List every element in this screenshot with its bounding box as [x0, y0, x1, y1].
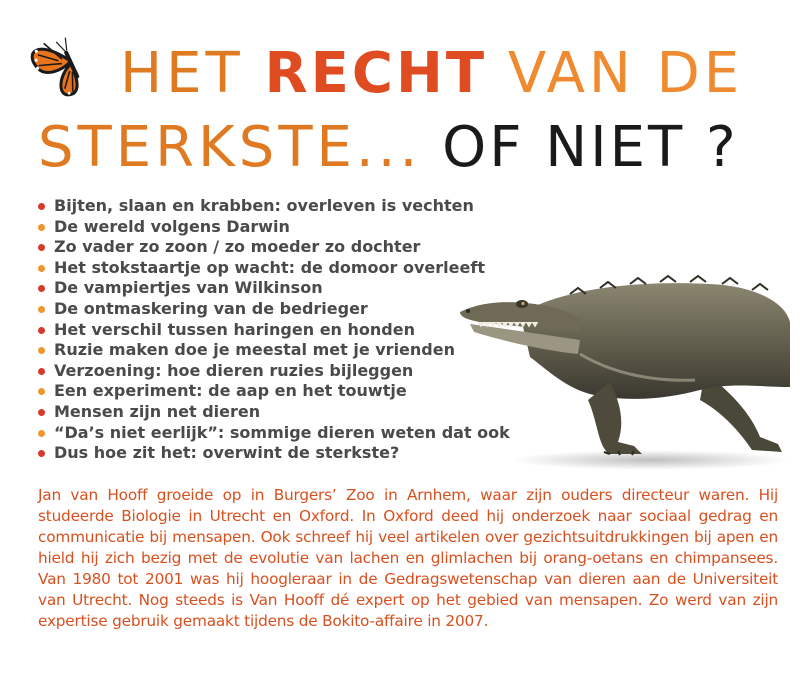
title-question-mark: ? — [706, 115, 739, 180]
alligator-image — [460, 262, 790, 472]
topic-list — [38, 196, 510, 464]
list-item: De ontmaskering van de bedrieger — [38, 299, 510, 320]
title-word-recht: RECHT — [264, 41, 488, 106]
bullet-icon — [38, 306, 45, 313]
bio-paragraph: Jan van Hooff groeide op in Burgers’ Zoo in Arnhem, waar zijn ouders directeur waren. Hij studeerde Biologie in Utrecht en Oxford. In Oxford deed hij onderzoek naar sociaal gedrag en communicatie bij mensapen. Ook schreef hij veel artikelen over gezichtsuitdrukkingen bij apen en hield hij zich bezig met de evolutie van lachen en glimlachen bij orang-oetans en chimpansees. Van 1980 tot 2001 was hij hoogleraar in de Gedragswetenschap van dieren aan de Universiteit van Utrecht. Nog steeds is Van Hooff dé expert op het gebied van mensapen. Zo werd van zijn expertise gebruik gemaakt tijdens de Bokito-affaire in 2007. — [38, 486, 778, 630]
title-line-1 — [120, 41, 744, 106]
bullet-icon — [38, 244, 45, 251]
list-item: “Da’s niet eerlijk”: sommige dieren weten dat ook — [38, 423, 510, 444]
bullet-icon — [38, 224, 45, 231]
title-dots: ... — [355, 115, 422, 180]
title-word-het: HET — [120, 41, 244, 106]
list-item: Het stokstaartje op wacht: de domoor overleeft — [38, 258, 510, 279]
bullet-icon — [38, 265, 45, 272]
title-word-sterkste: STERKSTE — [38, 115, 356, 180]
list-item: Zo vader zo zoon / zo moeder zo dochter — [38, 237, 510, 258]
list-item: Bijten, slaan en krabben: overleven is vechten — [38, 196, 510, 217]
butterfly-icon — [30, 22, 110, 102]
title-word-of-niet: OF NIET — [442, 115, 686, 180]
list-item: De wereld volgens Darwin — [38, 217, 510, 238]
bullet-icon — [38, 285, 45, 292]
list-item: Het verschil tussen haringen en honden — [38, 320, 510, 341]
list-item: Dus hoe zit het: overwint de sterkste? — [38, 443, 510, 464]
list-item: Een experiment: de aap en het touwtje — [38, 381, 510, 402]
bullet-icon — [38, 347, 45, 354]
bullet-icon — [38, 450, 45, 457]
list-item: Verzoening: hoe dieren ruzies bijleggen — [38, 361, 510, 382]
bullet-icon — [38, 327, 45, 334]
bullet-icon — [38, 388, 45, 395]
bullet-icon — [38, 368, 45, 375]
bullet-icon — [38, 203, 45, 210]
title-word-van-de: VAN DE — [507, 41, 744, 106]
bullet-icon — [38, 409, 45, 416]
title-line-2 — [38, 115, 739, 180]
list-item: Mensen zijn net dieren — [38, 402, 510, 423]
list-item: Ruzie maken doe je meestal met je vrienden — [38, 340, 510, 361]
list-item: De vampiertjes van Wilkinson — [38, 278, 510, 299]
bullet-icon — [38, 430, 45, 437]
